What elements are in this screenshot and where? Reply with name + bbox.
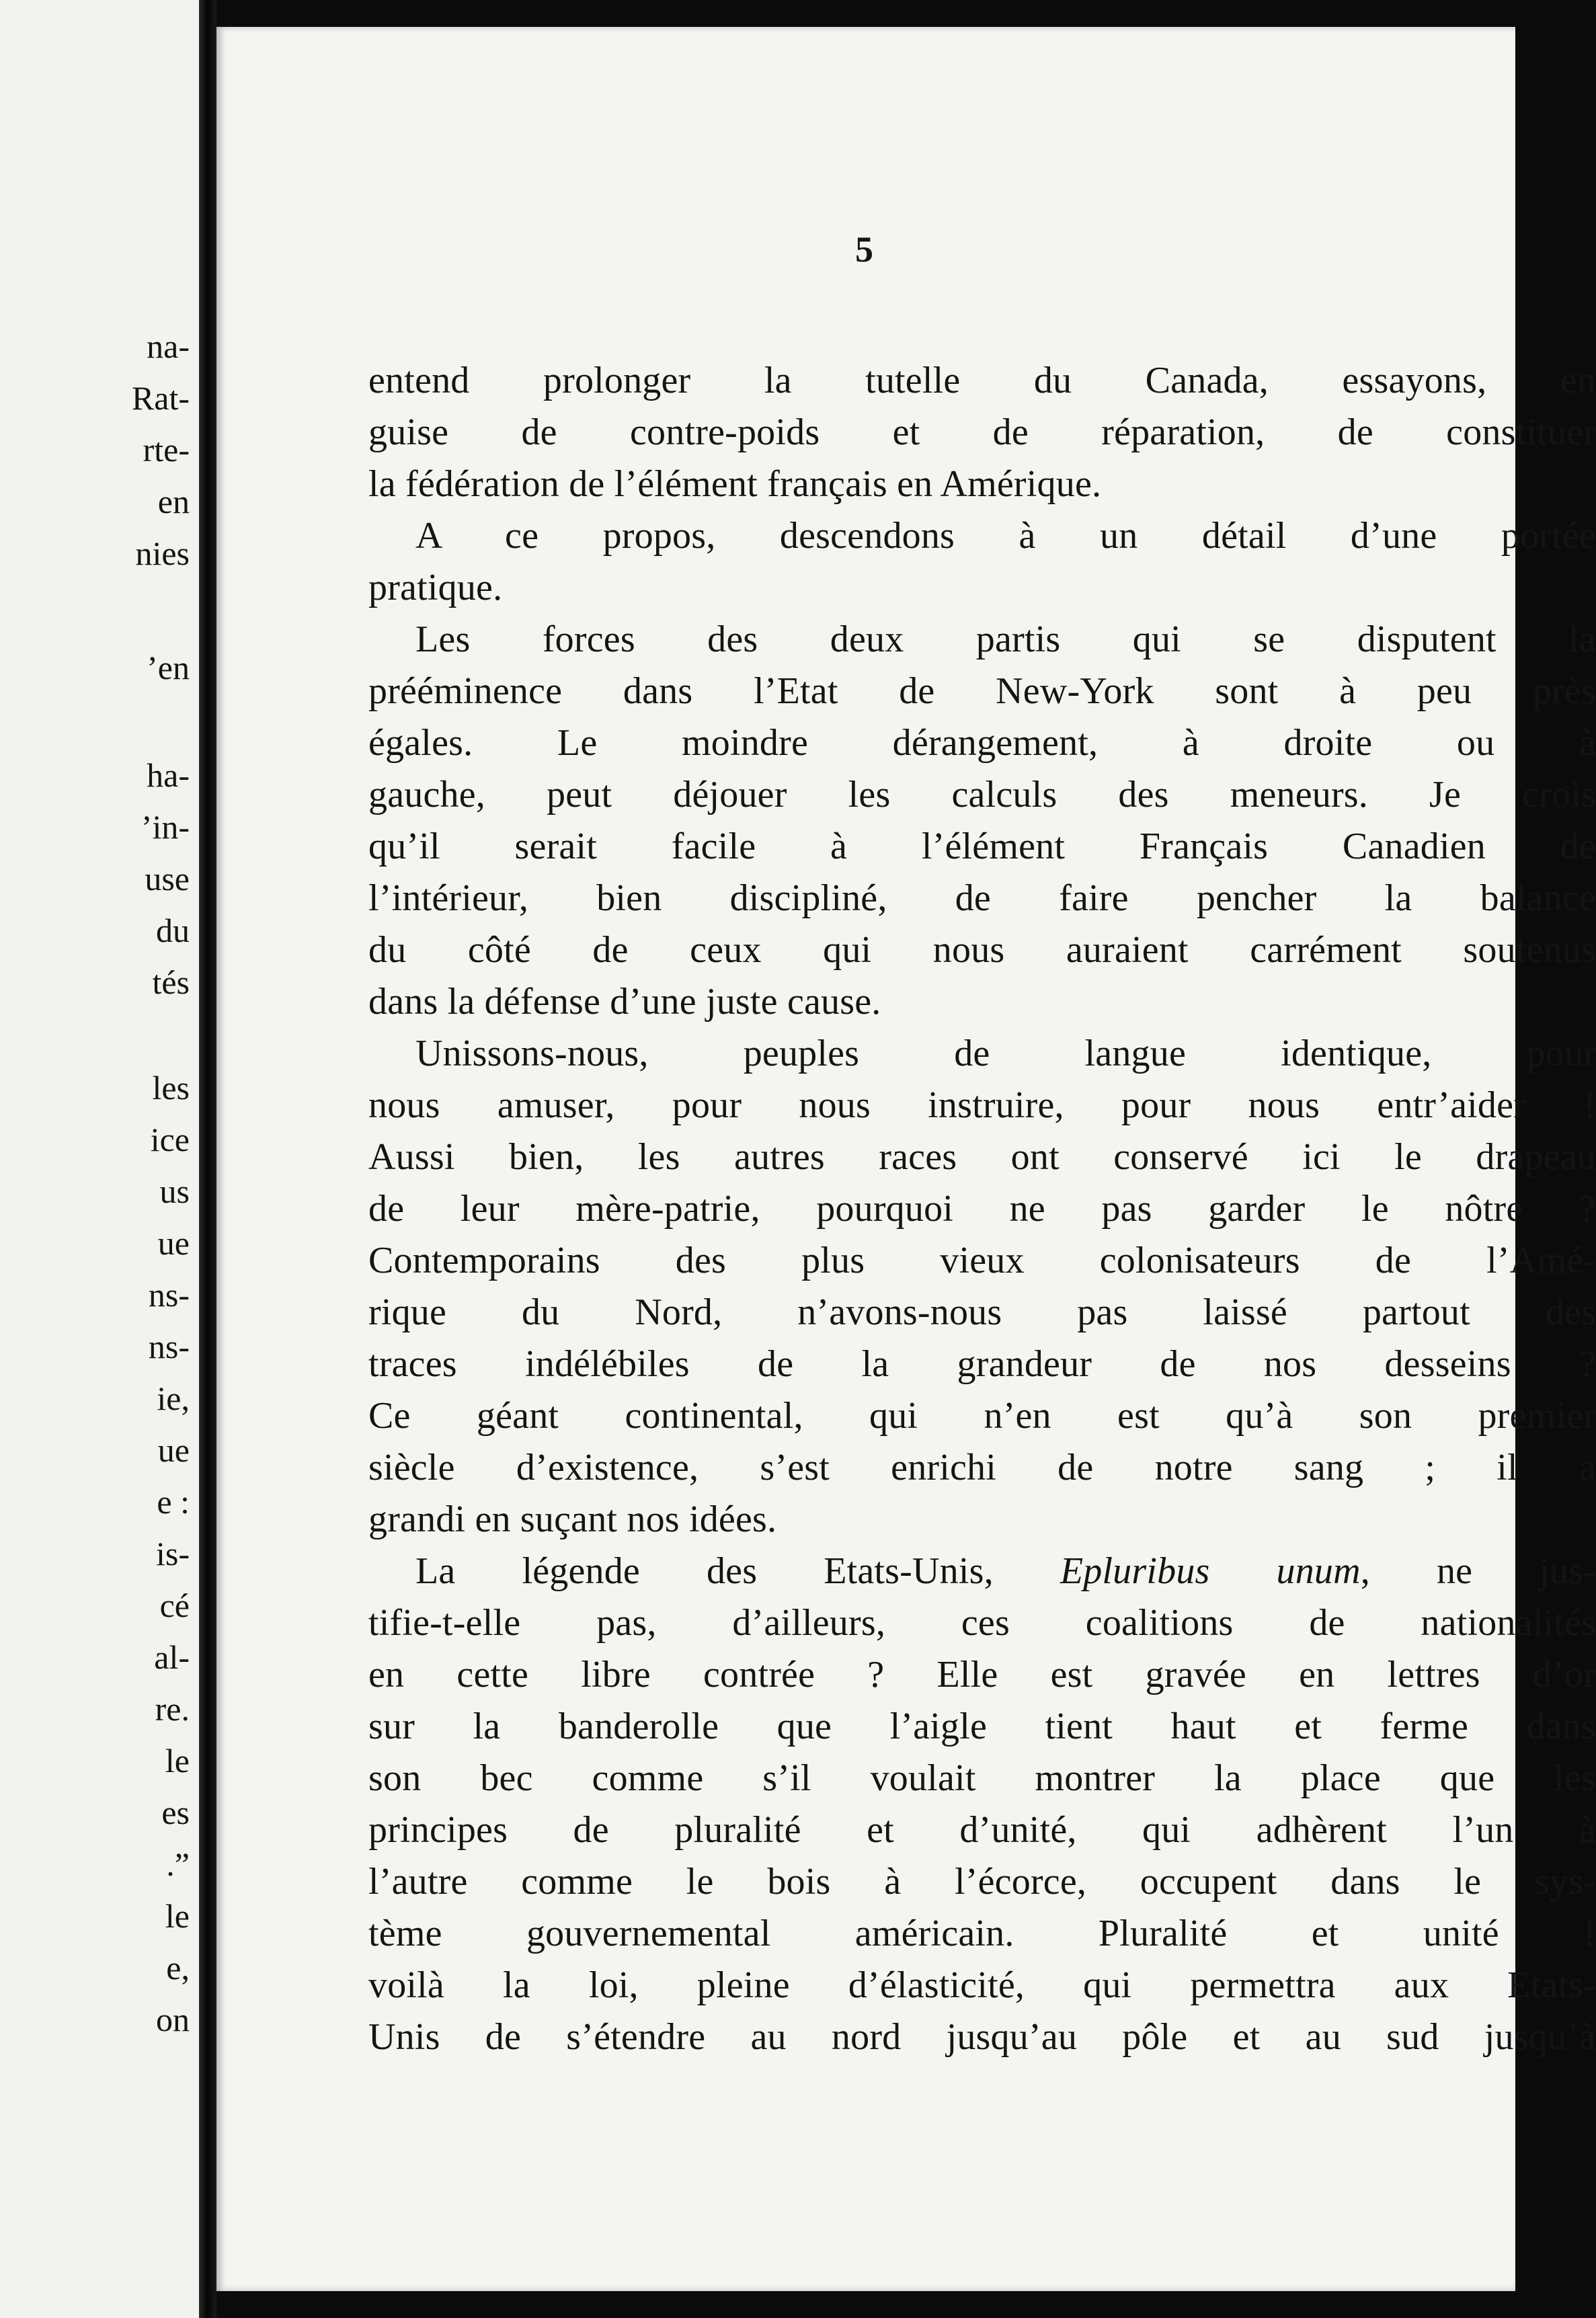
left-page-fragment: ice — [150, 1121, 190, 1158]
text-line: pratique. — [368, 567, 503, 608]
text-line: principes de pluralité et d’unité, qui adhèrent l’un à — [368, 1809, 1596, 1851]
left-page-fragment: Rat- — [131, 379, 190, 417]
text-line: grandi en suçant nos idées. — [368, 1498, 777, 1540]
page-number: 5 — [855, 229, 873, 270]
left-facing-page — [0, 0, 199, 2318]
text-line: Unis de s’étendre au nord jusqu’au pôle et au sud jusqu’à — [368, 2016, 1596, 2058]
left-page-fragment: es — [161, 1794, 190, 1831]
text-line: voilà la loi, pleine d’élasticité, qui permettra aux Etats- — [368, 1964, 1596, 2006]
text-line: A ce propos, descendons à un détail d’une portée — [415, 515, 1596, 557]
left-page-fragment: cé — [159, 1587, 190, 1624]
left-page-fragment: on — [156, 2001, 190, 2038]
text-line: Ce géant continental, qui n’en est qu’à son premier — [368, 1395, 1596, 1437]
left-page-fragment: na- — [147, 327, 190, 365]
text-span: La légende des Etats-Unis, — [415, 1550, 1060, 1592]
left-page-fragment: ue — [157, 1431, 190, 1469]
text-line: qu’il serait facile à l’élément Français Canadien de — [368, 826, 1596, 867]
left-page-fragment: en — [157, 483, 190, 520]
text-line: égales. Le moindre dérangement, à droite ou à — [368, 722, 1596, 764]
left-page-fragment: ’en — [147, 649, 190, 686]
left-page-fragment: le — [165, 1742, 190, 1780]
text-line: tème gouvernemental américain. Pluralité et unité ! — [368, 1913, 1596, 1954]
left-page-fragment: tés — [152, 963, 190, 1001]
text-line: Aussi bien, les autres races ont conservé ici le drapeau — [368, 1136, 1596, 1178]
text-line: dans la défense d’une juste cause. — [368, 981, 881, 1023]
text-line: du côté de ceux qui nous auraient carrément soutenus — [368, 929, 1596, 971]
text-line: traces indélébiles de la grandeur de nos desseins ? — [368, 1343, 1596, 1385]
text-line: son bec comme s’il voulait montrer la place que les — [368, 1757, 1596, 1799]
right-page — [216, 27, 1596, 2291]
text-line: sur la banderolle que l’aigle tient haut et ferme dans — [368, 1706, 1596, 1747]
left-page-fragment: is- — [156, 1535, 190, 1572]
text-line: prééminence dans l’Etat de New-York sont à peu près — [368, 670, 1596, 712]
left-page-fragment: nies — [135, 534, 190, 572]
body-text — [368, 355, 1596, 2063]
text-line: Unissons-nous, peuples de langue identique, pour — [415, 1033, 1596, 1074]
text-line: guise de contre-poids et de réparation, de constituer — [368, 411, 1596, 453]
book-gutter — [199, 0, 216, 2318]
text-line: en cette libre contrée ? Elle est gravée en lettres d’or — [368, 1654, 1596, 1695]
text-line — [368, 1546, 1596, 1597]
text-line: nous amuser, pour nous instruire, pour nous entr’aider ! — [368, 1084, 1596, 1126]
text-line: la fédération de l’élément français en Amérique. — [368, 463, 1102, 505]
left-page-fragment: ie, — [157, 1380, 190, 1417]
text-line: siècle d’existence, s’est enrichi de notre sang ; il a — [368, 1447, 1596, 1488]
text-line: Contemporains des plus vieux colonisateurs de l’Amé- — [368, 1240, 1596, 1281]
latin-motto: Epluribus unum — [1060, 1550, 1361, 1592]
text-span: , ne jus- — [1360, 1550, 1596, 1592]
left-page-fragment: al- — [154, 1638, 190, 1676]
text-line: l’autre comme le bois à l’écorce, occupent dans le sys- — [368, 1861, 1596, 1903]
left-page-fragment: us — [159, 1172, 190, 1210]
text-line: rique du Nord, n’avons-nous pas laissé partout des — [368, 1291, 1596, 1333]
left-page-fragment: le — [165, 1897, 190, 1935]
left-page-fragment: rte- — [143, 431, 190, 469]
left-page-fragment: e : — [157, 1483, 190, 1521]
left-page-fragment: ha- — [147, 756, 190, 794]
text-line: gauche, peut déjouer les calculs des meneurs. Je crois — [368, 774, 1596, 815]
left-page-fragment: .” — [166, 1845, 190, 1883]
text-line: l’intérieur, bien discipliné, de faire pencher la balance — [368, 877, 1596, 919]
left-page-fragment: ue — [157, 1224, 190, 1262]
text-line: entend prolonger la tutelle du Canada, essayons, en — [368, 360, 1596, 401]
text-line: Les forces des deux partis qui se disputent la — [415, 618, 1596, 660]
left-page-fragment: re. — [155, 1690, 190, 1728]
left-page-fragment: du — [156, 912, 190, 949]
text-line: de leur mère-patrie, pourquoi ne pas garder le nôtre ? — [368, 1188, 1596, 1230]
left-page-fragment: use — [145, 860, 190, 897]
left-page-fragment: les — [152, 1069, 190, 1107]
left-page-fragment: e, — [166, 1949, 190, 1987]
left-page-fragment: ns- — [148, 1276, 190, 1314]
left-page-fragment: ns- — [148, 1328, 190, 1365]
left-page-fragment: ’in- — [141, 808, 190, 846]
text-line: tifie-t-elle pas, d’ailleurs, ces coalitions de nationalités — [368, 1602, 1596, 1644]
